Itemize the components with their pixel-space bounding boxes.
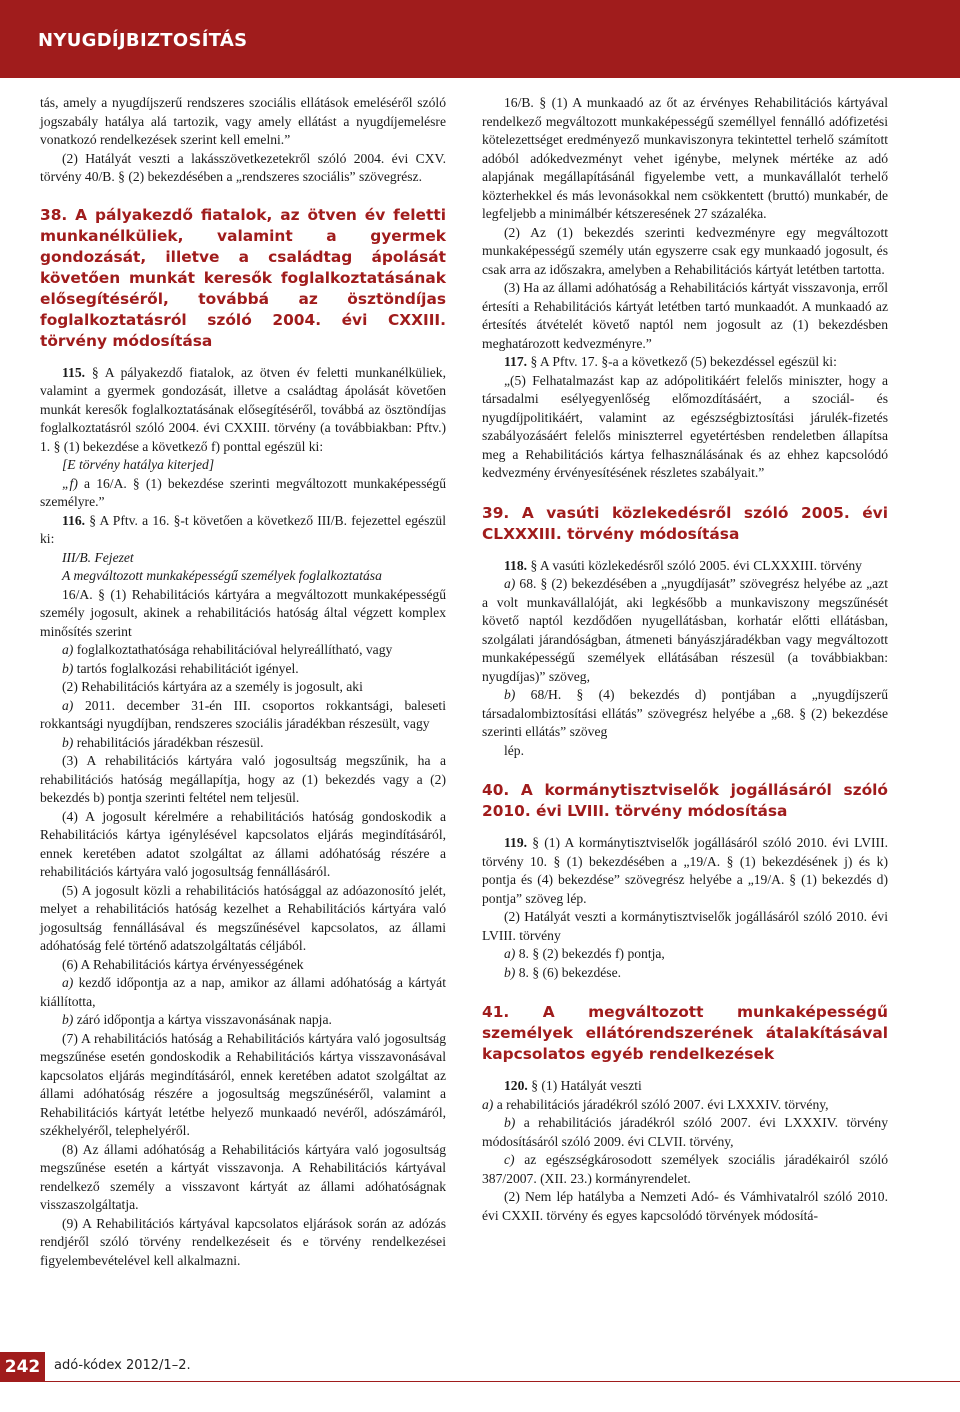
section-118 [482, 557, 888, 576]
section-number: 119. [504, 835, 528, 850]
point-label: a) [62, 975, 74, 990]
list-item [40, 660, 446, 679]
paragraph-text: a 16/A. § (1) bekezdése szerinti megváltozott munkaképességű személyre.” [40, 475, 446, 509]
paragraph-text: rehabilitációs járadékban részesül. [76, 734, 264, 750]
point-label: „f) [62, 475, 78, 491]
right-column [482, 94, 888, 1225]
paragraph: (2) Hatályát veszti a lakásszövetkezetekről szóló 2004. évi CXV. törvény 40/B. § (2) bekezdésében a „rendszeres szociális” szövegrész. [40, 150, 446, 184]
list-item [482, 964, 888, 983]
paragraph [40, 475, 446, 512]
journal-name: adó-kódex 2012/1–2. [54, 1358, 191, 1373]
point-label: a) [62, 697, 74, 713]
paragraph: (2) Hatályát veszti a kormánytisztviselők jogállásáról szóló 2010. évi LVIII. törvény [482, 909, 888, 943]
paragraph-text: § (1) A kormánytisztviselők jogállásáról szóló 2010. évi LVIII. törvény 10. § (1) bekezdésében a „19/A. § (1) bekezdésének j) és k) pontja és (4) bekezdése” szövegrész helyébe a „19/A. § (1) bekezdés d) pontja” szöveg lép. [482, 835, 888, 906]
paragraph-text: 2011. december 31-én III. csoportos rokkantsági, baleseti rokkantsági nyugdíjban, rendszeres szociális járadékban részesült, vagy [40, 697, 446, 731]
paragraph: (2) Rehabilitációs kártyára az a személy is jogosult, aki [62, 679, 363, 694]
list-item [40, 974, 446, 1011]
section-heading-39: 39. A vasúti közlekedésről szóló 2005. évi CLXXXIII. törvény módosítása [482, 503, 888, 543]
list-item [40, 1011, 446, 1030]
paragraph: (3) A rehabilitációs kártyára való jogosultság megszűnik, ha a rehabilitációs hatóság megállapítja, hogy az (1) bekezdés vagy a (2) bekezdés b) pontja szerinti feltétel nem teljesül. [40, 753, 446, 805]
page-number: 242 [0, 1352, 45, 1382]
paragraph-text: § A pályakezdő fiatalok, az ötven év feletti munkanélküliek, valamint a gyermek gondozását, illetve a családtag ápolását követően munkát keresők foglalkoztatásának elősegítéséről, továbbá az ösztöndíjas foglalkoztatásról szóló 2004. évi CXXIII. törvény (a továbbiakban: Pftv.) 1. § (1) bekezdése a következő f) ponttal egészül ki: [40, 364, 446, 454]
section-number: 115. [62, 364, 86, 380]
list-item [482, 686, 888, 742]
paragraph: (6) A Rehabilitációs kártya érvényességének [62, 956, 304, 972]
section-number: 118. [504, 557, 528, 573]
paragraph: [E törvény hatálya kiterjed] [62, 457, 215, 472]
paragraph-text: § (1) Hatályát veszti [531, 1078, 642, 1093]
paragraph-text: a rehabilitációs járadékról szóló 2007. évi LXXXIV. törvény, [496, 1096, 829, 1112]
list-item [482, 945, 888, 964]
section-119 [482, 834, 888, 908]
list-item [482, 1096, 888, 1115]
paragraph: (2) Nem lép hatályba a Nemzeti Adó- és Vámhivatalról szóló 2010. évi CXXII. törvény és egyes kapcsolódó törvények módosítá- [482, 1189, 888, 1223]
paragraph-text: az egészségkárosodott személyek szociális járadékairól szóló 387/2007. (XII. 23.) kormányrendelet. [482, 1152, 888, 1186]
section-heading-41: 41. A megváltozott munkaképességű személyek ellátórendszerének átalakításával kapcsolatos egyéb rendelkezések [482, 1003, 888, 1063]
section-heading-38: 38. A pályakezdő fiatalok, az ötven év feletti munkanélküliek, valamint a gyermek gondozását, illetve a családtag ápolását követően munkát keresők foglalkoztatásának elősegítéséről, továbbá az ösztöndíjas foglalkoztatásról szóló 2004. évi CXXIII. törvény módosítása [40, 205, 446, 350]
chapter-title: A megváltozott munkaképességű személyek foglalkoztatása [62, 568, 382, 583]
left-column [40, 94, 446, 1270]
section-number: 117. [504, 354, 528, 369]
point-label: a) [504, 946, 516, 961]
paragraph-text: 8. § (2) bekezdés f) pontja, [518, 946, 665, 961]
paragraph-text: 68. § (2) bekezdésében a „nyugdíjasát” szövegrész helyébe az „azt a volt munkavállalóját, aki legkésőbb a munkaviszony megszűnését követő naptól kezdődően nyugellátásban, korhatár előtti ellátásban, szolgálati járandóságban, átmeneti bányászjáradékban vagy megváltozott munkaképességű személyek ellátásában részesül (a továbbiakban: nyugdíjas)” szöveg, [482, 576, 888, 684]
paragraph: (4) A jogosult kérelmére a rehabilitációs hatóság gondoskodik a Rehabilitációs kártya igénylésével kapcsolatos eljárás megindításáról, ennek keretében adatot szolgáltat az állami adóhatóság részére a rehabilitációs kártyára való jogosultság fennállásáról. [40, 808, 446, 879]
section-120 [482, 1077, 888, 1096]
paragraph: (2) Az (1) bekezdés szerinti kedvezményre egy megváltozott munkaképességű személy után egyszerre csak egy munkaadó jogosult, és csak arra az időszakra, amelyben a Rehabilitációs kártyát letétben tartotta. [482, 224, 888, 277]
section-number: 116. [62, 512, 86, 528]
point-label: a) [62, 642, 74, 657]
paragraph: 16/B. § (1) A munkaadó az őt az érvényes Rehabilitációs kártyával rendelkező megváltozott munkaképességű személlyel fennálló adófizetési kötelezettséget eredményező munkaviszonyra tekintettel terhelő számított adóból adókedvezményt vehet igénybe, melynek mértéke az adó alapjának megállapításánál figyelembe vett, a munkavállalót terhelő közterhekkel és más levonásokkal nem csökkentett (bruttó) munkabér, de legfeljebb a minimálbér kétszeresének 27 százaléka. [482, 95, 888, 221]
point-label: a) [482, 1096, 494, 1112]
section-115 [40, 364, 446, 457]
paragraph-text: § A Pftv. a 16. §-t követően a következő III/B. fejezettel egészül ki: [40, 512, 446, 546]
point-label: c) [504, 1152, 515, 1167]
chapter-number: III/B. Fejezet [62, 549, 134, 565]
list-item [40, 697, 446, 734]
paragraph-text: § A Pftv. 17. §-a a következő (5) bekezdéssel egészül ki: [530, 354, 837, 369]
section-116 [40, 512, 446, 549]
point-label: b) [504, 964, 516, 980]
paragraph: (8) Az állami adóhatóság a Rehabilitációs kártyára való jogosultság megszűnése esetén a kártyát visszavonja. A Rehabilitációs kártyával rendelkező személy a visszavont kártyát az állami adóhatóságnak visszaszolgáltatja. [40, 1141, 446, 1212]
list-item [482, 575, 888, 686]
list-item [40, 734, 446, 753]
section-117 [482, 353, 888, 372]
paragraph: (9) A Rehabilitációs kártyával kapcsolatos eljárások során az adózás rendjéről szóló törvény rendelkezéseit és e törvény rendelkezései figyelembevételével kell alkalmazni. [40, 1215, 446, 1268]
footer-divider [45, 1381, 960, 1382]
paragraph-text: foglalkoztathatósága rehabilitációval helyreállítható, vagy [76, 642, 393, 657]
paragraph-text: a rehabilitációs járadékról szóló 2007. évi LXXXIV. törvény módosításáról szóló 2009. évi CLVII. törvény, [482, 1115, 888, 1149]
paragraph: lép. [504, 742, 525, 758]
point-label: a) [504, 576, 516, 591]
section-number: 120. [504, 1078, 528, 1093]
point-label: b) [62, 1012, 74, 1027]
paragraph-text: 8. § (6) bekezdése. [518, 964, 622, 980]
paragraph: 16/A. § (1) Rehabilitációs kártyára a megváltozott munkaképességű személy jogosult, akinek a rehabilitációs hatóság által végzett komplex minősítés szerint [40, 586, 446, 639]
paragraph-text: § A vasúti közlekedésről szóló 2005. évi CLXXXIII. törvény [530, 557, 862, 573]
paragraph-text: kezdő időpontja az a nap, amikor az állami adóhatóság a kártyát kiállította, [40, 975, 446, 1009]
section-heading-40: 40. A kormánytisztviselők jogállásáról szóló 2010. évi LVIII. törvény módosítása [482, 781, 888, 820]
point-label: b) [62, 734, 74, 750]
point-label: b) [504, 1115, 516, 1130]
list-item [482, 1114, 888, 1151]
paragraph: „(5) Felhatalmazást kap az adópolitikáért felelős miniszter, hogy a társadalmi esélyegyenlőség előmozdításáért, a szociál- és nyugdíjpolitikáért, valamint az egészségbiztosítási járulék-fizetés szabályozásáért felelős miniszterrel egyetértésben rendeletben állapítsa meg a Rehabilitációs kártya felhasználásának és az ehhez kapcsolódó kedvezmény érvényesítésének részletes szabályait.” [482, 372, 888, 480]
paragraph: (5) A jogosult közli a rehabilitációs hatósággal az adóazonosító jelét, melyet a rehabilitációs hatóság kezelhet a Rehabilitációs kártyára való jogosultság fennállásával és megszűnésével kapcsolatos, az állami adóhatóság felé történő adatszolgáltatás céljából. [40, 882, 446, 953]
paragraph: tás, amely a nyugdíjszerű rendszeres szociális ellátások emeléséről szóló jogszabály hatálya alá tartozik, vagy amely ellátást a nyugdíjemelésre vonatkozó rendelkezések szerint kell emelni.” [40, 95, 446, 147]
point-label: b) [504, 687, 516, 702]
paragraph-text: 68/H. § (4) bekezdés d) pontjában a „nyugdíjszerű társadalombiztosítási ellátás” szövegrész helyébe a „68. § (2) bekezdése szerinti ellátás” szöveg [482, 687, 888, 739]
list-item [40, 641, 446, 660]
section-title: NYUGDÍJBIZTOSÍTÁS [38, 30, 248, 51]
paragraph-text: záró időpontja a kártya visszavonásának napja. [76, 1012, 332, 1027]
point-label: b) [62, 660, 74, 676]
list-item [482, 1151, 888, 1188]
paragraph: (7) A rehabilitációs hatóság a Rehabilitációs kártyára való jogosultság megszűnése esetén gondoskodik a Rehabilitációs kártya visszavonásával kapcsolatos eljárás megindításáról, ennek keretében adatot szolgáltat az állami adóhatóság részére a jogosultság megszűnéséről, valamint a Rehabilitációs kártyát letétbe helyező munkaadó nevéről, adószámáról, székhelyéről, telephelyéről. [40, 1030, 446, 1138]
paragraph: (3) Ha az állami adóhatóság a Rehabilitációs kártyát visszavonja, erről értesíti a Rehabilitációs kártyát letétben tartó munkaadót. A munkaadó az értesítés átvételét követő naptól nem jogosult az (1) bekezdésben meghatározott kedvezményre.” [482, 280, 888, 351]
paragraph-text: tartós foglalkozási rehabilitációt igényel. [76, 660, 299, 676]
